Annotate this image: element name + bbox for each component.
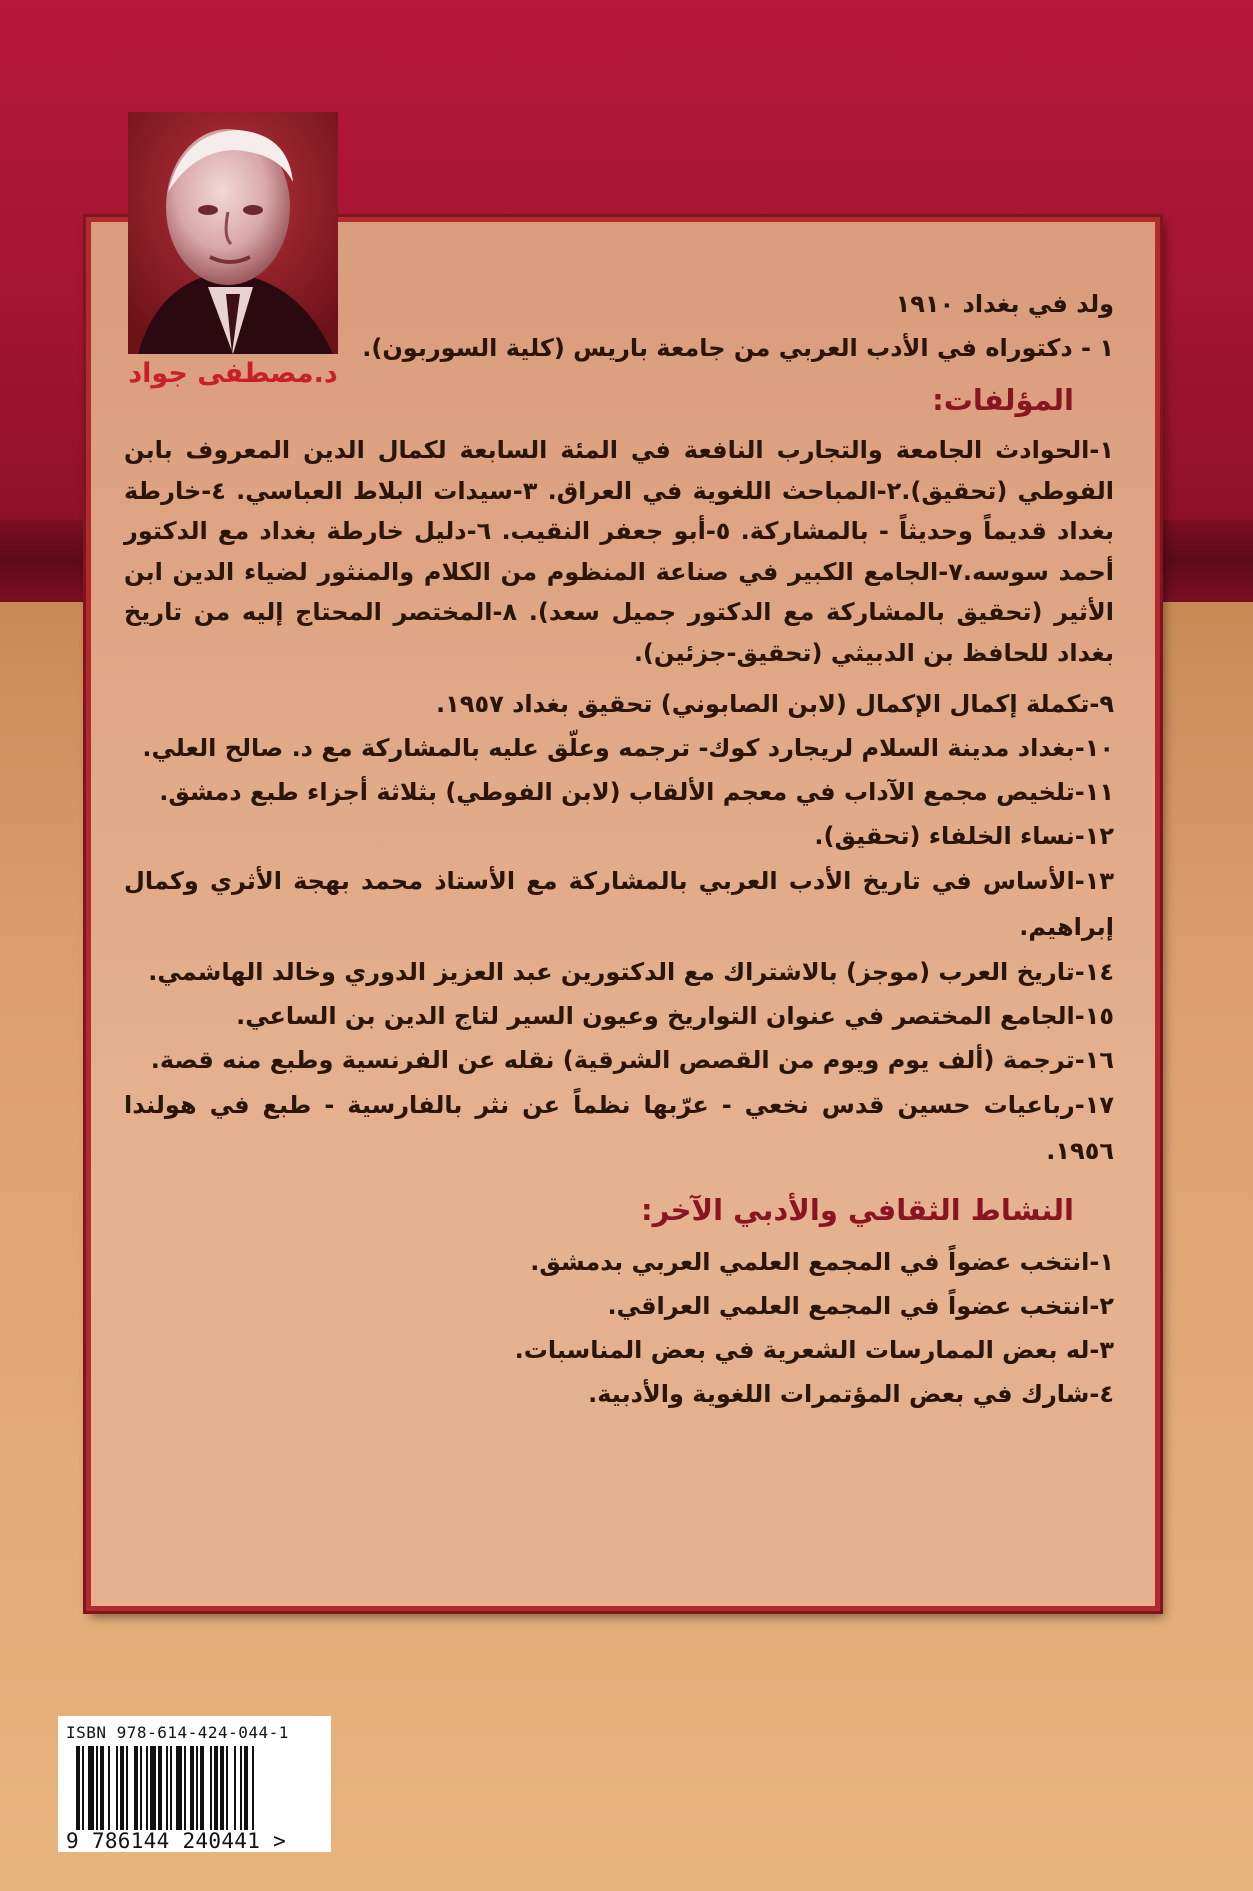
barcode-bar (210, 1746, 212, 1830)
barcode-bar (96, 1746, 98, 1830)
work-item-10: ١٠-بغداد مدينة السلام لريجارد كوك- ترجمه وعلّق عليه بالمشاركة مع د. صالح العلي. (142, 734, 1114, 762)
barcode-bar (240, 1746, 242, 1830)
barcode-bar (108, 1746, 110, 1830)
degree-line: ١ - دكتوراه في الأدب العربي من جامعة باريس (كلية السوربون). (362, 334, 1114, 362)
barcode-bar (116, 1746, 118, 1830)
work-item-12: ١٢-نساء الخلفاء (تحقيق). (814, 822, 1114, 850)
works-paragraph: ١-الحوادث الجامعة والتجارب النافعة في المئة السابعة لكمال الدين المعروف بابن الفوطي (تحقيق).٢-المباحث اللغوية في العراق. ٣-سيدات البلاط العباسي. ٤-خارطة بغداد قديماً وحديثاً - بالمشاركة. ٥-أبو جعفر النقيب. ٦-دليل خارطة بغداد مع الدكتور أحمد سوسه.٧-الجامع الكبير في صناعة المنظوم من الكلام والمنثور لضياء الدين ابن الأثير (تحقيق بالمشاركة مع الدكتور جميل سعد). ٨-المختصر المحتاج إليه من تاريخ بغداد للحافظ بن الدبيثي (تحقيق-جزئين). (124, 436, 1115, 667)
biography-content (124, 282, 1114, 1416)
barcode-bar (252, 1746, 254, 1830)
barcode-bar (200, 1746, 204, 1830)
barcode-bar (166, 1746, 168, 1830)
isbn-label: ISBN 978-614-424-044-1 (66, 1723, 289, 1742)
activity-item-4: ٤-شارك في بعض المؤتمرات اللغوية والأدبية. (588, 1380, 1114, 1408)
works-heading: المؤلفات: (932, 383, 1074, 417)
activity-item-3: ٣-له بعض الممارسات الشعرية في بعض المناسبات. (514, 1336, 1114, 1364)
barcode-bar (158, 1746, 162, 1830)
barcode-bar (196, 1746, 198, 1830)
barcode-bar (244, 1746, 248, 1830)
activities-heading: النشاط الثقافي والأدبي الآخر: (641, 1193, 1074, 1227)
activity-item-2: ٢-انتخب عضواً في المجمع العلمي العراقي. (607, 1292, 1114, 1320)
barcode-bar (82, 1746, 84, 1830)
barcode-bar (76, 1746, 80, 1830)
barcode-bar (126, 1746, 128, 1830)
work-item-15: ١٥-الجامع المختصر في عنوان التواريخ وعيون السير لتاج الدين بن الساعي. (236, 1002, 1114, 1030)
work-item-17: ١٧-رباعيات حسين قدس نخعي - عرّبها نظماً عن نثر بالفارسية - طبع في هولندا ١٩٥٦. (124, 1091, 1114, 1165)
barcode-digits: 9 786144 240441 > (66, 1829, 287, 1853)
work-item-16: ١٦-ترجمة (ألف يوم ويوم من القصص الشرقية) نقله عن الفرنسية وطبع منه قصة. (150, 1046, 1114, 1074)
author-name: د.مصطفى جواد (128, 358, 338, 389)
barcode-bar (146, 1746, 148, 1830)
barcode-bar (120, 1746, 124, 1830)
barcode-bar (150, 1746, 156, 1830)
barcode-bar (176, 1746, 182, 1830)
work-item-14: ١٤-تاريخ العرب (موجز) بالاشتراك مع الدكتورين عبد العزيز الدوري وخالد الهاشمي. (148, 958, 1114, 986)
work-item-11: ١١-تلخيص مجمع الآداب في معجم الألقاب (لابن الفوطي) بثلاثة أجزاء طبع دمشق. (159, 778, 1114, 806)
barcode-bar (214, 1746, 218, 1830)
barcode-bar (184, 1746, 186, 1830)
barcode-bar (134, 1746, 138, 1830)
barcode-bar (88, 1746, 94, 1830)
barcode-bar (226, 1746, 228, 1830)
barcode-bar (140, 1746, 142, 1830)
barcode-bar (190, 1746, 194, 1830)
barcode-bar (170, 1746, 172, 1830)
barcode-bar (100, 1746, 104, 1830)
activity-item-1: ١-انتخب عضواً في المجمع العلمي العربي بدمشق. (530, 1248, 1114, 1276)
barcode-bars (66, 1746, 323, 1830)
barcode-bar (234, 1746, 236, 1830)
work-item-9: ٩-تكملة إكمال الإكمال (لابن الصابوني) تحقيق بغداد ١٩٥٧. (436, 690, 1114, 718)
isbn-barcode (58, 1716, 331, 1852)
birth-line: ولد في بغداد ١٩١٠ (895, 290, 1114, 318)
work-item-13: ١٣-الأساس في تاريخ الأدب العربي بالمشاركة مع الأستاذ محمد بهجة الأثري وكمال إبراهيم. (124, 867, 1114, 941)
barcode-bar (220, 1746, 224, 1830)
